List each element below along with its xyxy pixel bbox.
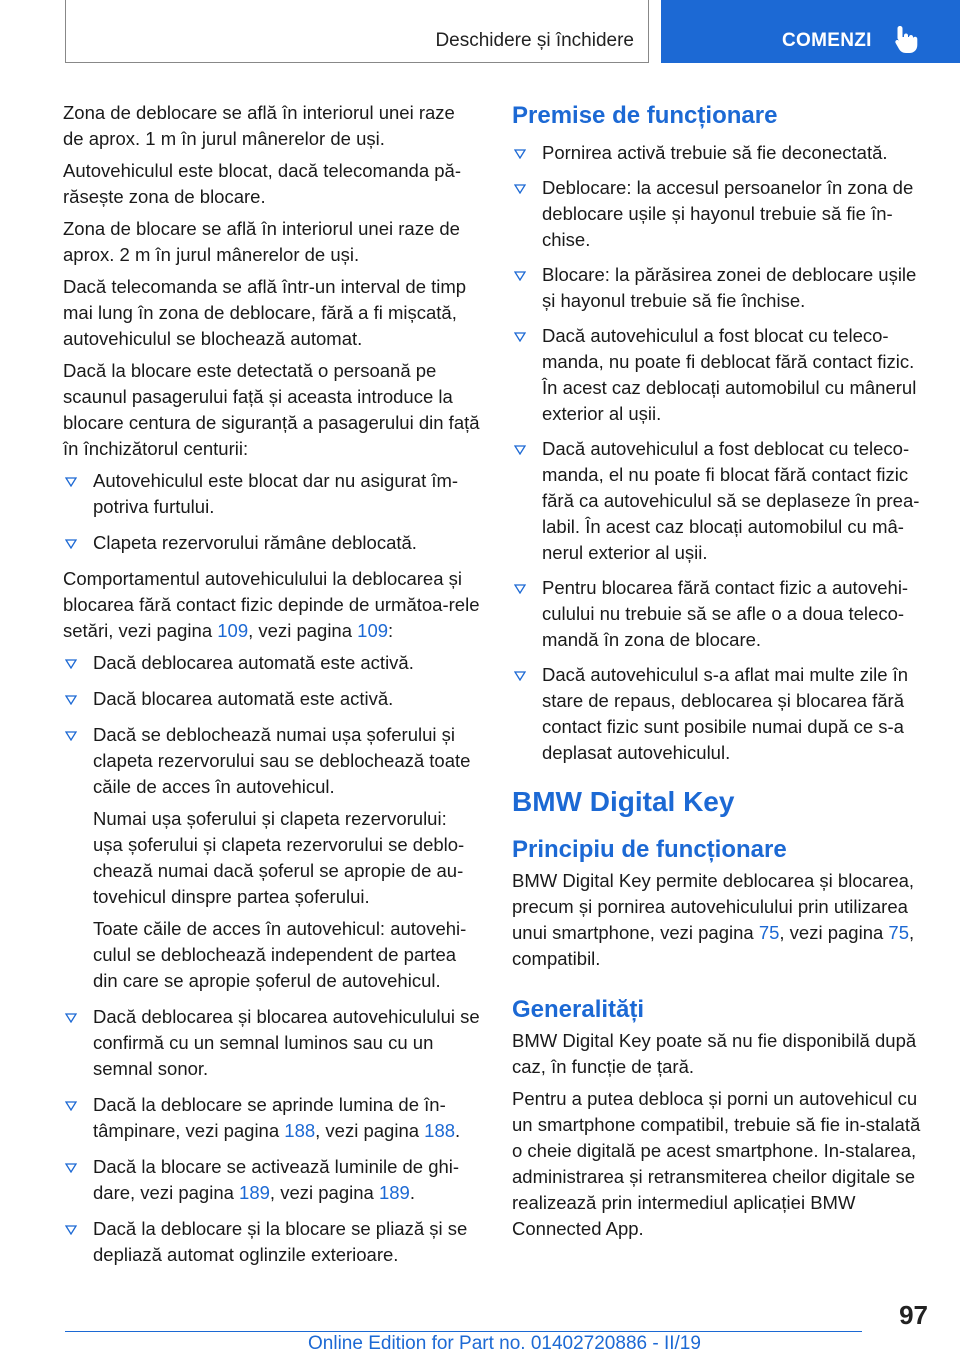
page-link-75[interactable]: 75 xyxy=(758,922,780,943)
list-item: Dacă blocarea automată este activă. xyxy=(63,686,480,712)
paragraph-availability: BMW Digital Key poate să nu fie disponibilă după caz, în funcție de țară. xyxy=(512,1030,917,1077)
section-label: Deschidere și închidere xyxy=(435,30,634,51)
heading-premise: Premise de funcționare xyxy=(512,102,778,129)
sub-paragraph-driver-door: Numai ușa șoferului și clapeta rezervorului: ușa șoferului și clapeta rezervorului se deblo‐chează numai dacă șoferul se apropie de au‐tovehicul dinspre partea șoferului. xyxy=(93,808,465,907)
pointing-hand-icon xyxy=(893,24,921,54)
triangle-bullet-icon xyxy=(514,184,526,194)
page-number: 97 xyxy=(899,1300,928,1330)
triangle-bullet-icon xyxy=(65,539,77,549)
page-link-189[interactable]: 189 xyxy=(378,1182,410,1203)
triangle-bullet-icon xyxy=(65,731,77,741)
heading-digital-key: BMW Digital Key xyxy=(512,786,735,817)
footer-divider xyxy=(65,1331,862,1332)
sub-paragraph-all-doors: Toate căile de acces în autovehicul: autovehi‐culul se deblochează independent de partea din care se apropie șoferul de autovehicul. xyxy=(93,918,467,991)
paragraph-principiu: BMW Digital Key permite deblocarea și blocarea, precum și pornirea autovehiculului prin utilizarea unui smartphone, vezi pagina 75, vezi pagina 75, compatibil. xyxy=(512,870,915,969)
list-item: Dacă deblocarea și blocarea autovehiculului se confirmă cu un semnal luminos sau cu un semnal sonor. xyxy=(63,1004,480,1082)
paragraph-lock-zone: Zona de blocare se află în interiorul unei raze de aprox. 2 m în jurul mânerelor de uși. xyxy=(63,218,460,265)
heading-generalitati: Generalități xyxy=(512,996,645,1023)
page-link-75[interactable]: 75 xyxy=(888,922,909,943)
triangle-bullet-icon xyxy=(514,584,526,594)
paragraph-passenger: Dacă la blocare este detectată o persoană pe scaunul pasagerului față și aceasta introduce la blocare centura de siguranță a pasagerului din față în închizătorul centurii: xyxy=(63,360,480,459)
list-item: Pentru blocarea fără contact fizic a autovehi‐culului nu trebuie să se afle o a doua teleco‐mandă în zona de blocare. xyxy=(512,575,930,653)
list-item: Dacă autovehiculul a fost deblocat cu teleco‐manda, el nu poate fi blocat fără contact fizic fără ca autovehiculul să se deplaseze în prea‐labil. În acest caz blocați automobilul cu mâ‐nerul exterior al ușii. xyxy=(512,436,930,566)
list-item: Dacă se deblochează numai ușa șoferului și clapeta rezervorului sau se deblochează toate căile de acces în autovehicul. xyxy=(63,722,480,800)
list-item: Deblocare: la accesul persoanelor în zona de deblocare ușile și hayonul trebuie să fie în‐chise. xyxy=(512,175,930,253)
paragraph-install: Pentru a putea debloca și porni un autovehicul cu un smartphone compatibil, trebuie să fie in‐stalată o cheie digitală pe acest smartphone. In‐stalarea, administrarea și retransmiterea cheilor digitale se realizează prin intermediul aplicației BMW Connected App. xyxy=(512,1088,921,1239)
triangle-bullet-icon xyxy=(514,671,526,681)
page-link-109[interactable]: 109 xyxy=(217,620,249,641)
list-item: Dacă la deblocare și la blocare se pliază și se depliază automat oglinzile exterioare. xyxy=(63,1216,480,1268)
page-link-189[interactable]: 189 xyxy=(239,1182,270,1203)
triangle-bullet-icon xyxy=(65,477,77,487)
chapter-label: COMENZI xyxy=(782,30,872,51)
page-link-188[interactable]: 188 xyxy=(284,1120,316,1141)
triangle-bullet-icon xyxy=(65,695,77,705)
triangle-bullet-icon xyxy=(65,659,77,669)
triangle-bullet-icon xyxy=(65,1101,77,1111)
triangle-bullet-icon xyxy=(514,445,526,455)
list-item: Clapeta rezervorului rămâne deblocată. xyxy=(63,530,480,556)
triangle-bullet-icon xyxy=(65,1225,77,1235)
triangle-bullet-icon xyxy=(514,332,526,342)
list-item: Dacă autovehiculul a fost blocat cu teleco‐manda, nu poate fi deblocat fără contact fizic. În acest caz deblocați automobilul cu mânerul exterior al ușii. xyxy=(512,323,930,427)
header-chapter-tab xyxy=(661,0,960,63)
page-link-188[interactable]: 188 xyxy=(424,1120,456,1141)
triangle-bullet-icon xyxy=(65,1163,77,1173)
list-item: Dacă deblocarea automată este activă. xyxy=(63,650,480,676)
list-item: Dacă la blocare se activează luminile de ghi‐dare, vezi pagina 189, vezi pagina 189. xyxy=(63,1154,480,1206)
list-item: Blocare: la părăsirea zonei de deblocare ușile și hayonul trebuie să fie închise. xyxy=(512,262,930,314)
heading-principiu: Principiu de funcționare xyxy=(512,836,787,863)
triangle-bullet-icon xyxy=(514,271,526,281)
list-item: Dacă autovehiculul s-a aflat mai multe zile în stare de repaus, deblocarea și blocarea fără contact fizic sunt posibile numai după ce s-a deplasat autovehiculul. xyxy=(512,662,930,766)
paragraph-locked: Autovehiculul este blocat, dacă telecomanda pă‐răsește zona de blocare. xyxy=(63,160,462,207)
triangle-bullet-icon xyxy=(514,149,526,159)
list-item: Dacă la deblocare se aprinde lumina de în‐tâmpinare, vezi pagina 188, vezi pagina 188. xyxy=(63,1092,480,1144)
footer-edition: Online Edition for Part no. 01402720886 - II/19 xyxy=(308,1333,701,1354)
list-item: Pornirea activă trebuie să fie deconectată. xyxy=(512,140,930,166)
paragraph-settings: Comportamentul autovehiculului la deblocarea și blocarea fără contact fizic depinde de următoa‐rele setări, vezi pagina 109, vezi pagina 109: xyxy=(63,568,480,641)
left-column xyxy=(63,100,480,1278)
header-section-tab xyxy=(65,0,649,63)
triangle-bullet-icon xyxy=(65,1013,77,1023)
paragraph-unlock-zone: Zona de deblocare se află în interiorul unei raze de aprox. 1 m în jurul mânerelor de uși. xyxy=(63,102,455,149)
right-column xyxy=(512,100,930,1248)
page-link-109[interactable]: 109 xyxy=(357,620,389,641)
paragraph-auto-lock: Dacă telecomanda se află într-un interval de timp mai lung în zona de deblocare, fără a fi mișcată, autovehiculul se blochează automat. xyxy=(63,276,467,349)
list-item: Autovehiculul este blocat dar nu asigurat îm‐potriva furtului. xyxy=(63,468,480,520)
